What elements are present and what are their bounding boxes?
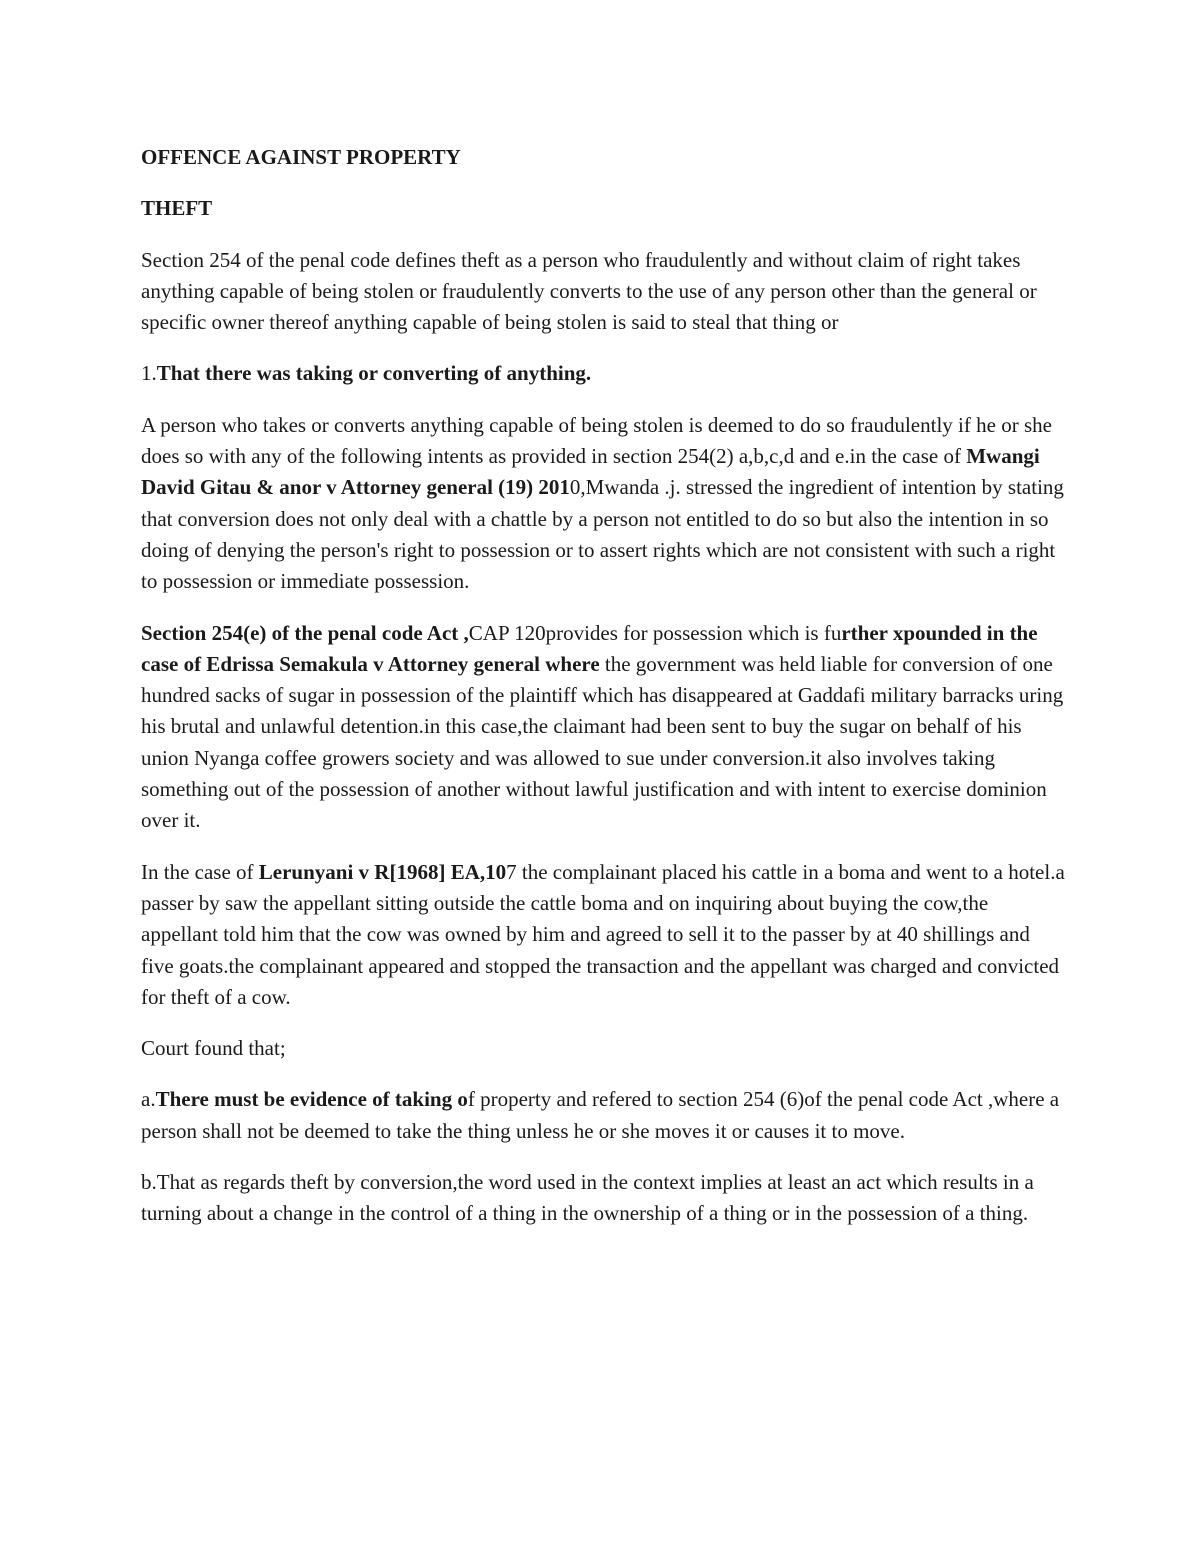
- case-citation-edrissa: rther xpounded in the case of Edrissa Semakula v Attorney general where: [141, 620, 1038, 676]
- case-citation-lerunyani: Lerunyani v R[1968] EA,10: [258, 859, 507, 884]
- document-title: OFFENCE AGAINST PROPERTY: [141, 145, 461, 169]
- paragraph-finding-a: [141, 1084, 1066, 1147]
- text-run: f property and refered to section 254 (6)of the penal code Act ,where a person shall not be deemed to take the thing unless he or she moves it or causes it to move.: [141, 1087, 1060, 1143]
- document-body: [141, 142, 1066, 1250]
- paragraph-definition: Section 254 of the penal code defines theft as a person who fraudulently and without claim of right takes anything capable of being stolen or fraudulently converts to the use of any person other than the general or specific owner thereof anything capable of being stolen is said to steal that thing or: [141, 247, 1037, 335]
- statute-citation: Section 254(e) of the penal code Act ,: [141, 620, 469, 645]
- section-heading-theft: THEFT: [141, 196, 213, 221]
- paragraph-finding-b: b.That as regards theft by conversion,the word used in the context implies at least an act which results in a turning about a change in the control of a thing in the ownership of a thing or in the possession of a thing.: [141, 1170, 1034, 1226]
- case-citation-mwangi: Mwangi David Gitau & anor v Attorney general (19) 201: [141, 444, 1040, 500]
- text-run: the government was held liable for conversion of one hundred sacks of sugar in possession of the plaintiff which has disappeared at Gaddafi military barracks uring his brutal and unlawful detention.in this case,the claimant had been sent to buy the sugar on behalf of his union Nyanga coffee growers society and was allowed to sue under conversion.it also involves taking something out of the possession of another without lawful justification and with intent to exercise dominion over it.: [141, 651, 1064, 833]
- text-run: 7 the complainant placed his cattle in a boma and went to a hotel.a passer by saw the appellant sitting outside the cattle boma and on inquiring about buying the cow,the appellant told him that the cow was owned by him and agreed to sell it to the passer by at 40 shillings and five goats.the complainant appeared and stopped the transaction and the appellant was charged and convicted for theft of a cow.: [141, 859, 1065, 1009]
- ingredient-heading: That there was taking or converting of anything.: [156, 361, 592, 386]
- paragraph-possession: [141, 618, 1066, 837]
- text-run: CAP 120provides for possession which is fu: [468, 620, 842, 645]
- text-run: 0,Mwanda .j. stressed the ingredient of intention by stating that conversion does not only deal with a chattle by a person not entitled to do so but also the intention in so doing of denying the person's right to possession or to assert rights which are not consistent with such a right to possession or immediate possession.: [141, 475, 1064, 594]
- paragraph-ingredient-1: [141, 358, 1066, 389]
- paragraph-lerunyani: [141, 857, 1066, 1013]
- finding-a-heading: There must be evidence of taking o: [155, 1087, 468, 1112]
- paragraph-court-found: Court found that;: [141, 1036, 286, 1061]
- text-run: In the case of: [141, 859, 259, 884]
- paragraph-intent: [141, 410, 1066, 598]
- text-run: A person who takes or converts anything capable of being stolen is deemed to do so fraudulently if he or she does so with any of the following intents as provided in section 254(2) a,b,c,d and e.in the case of: [141, 412, 1052, 469]
- list-number: 1.: [141, 361, 157, 386]
- list-letter: a.: [141, 1087, 156, 1112]
